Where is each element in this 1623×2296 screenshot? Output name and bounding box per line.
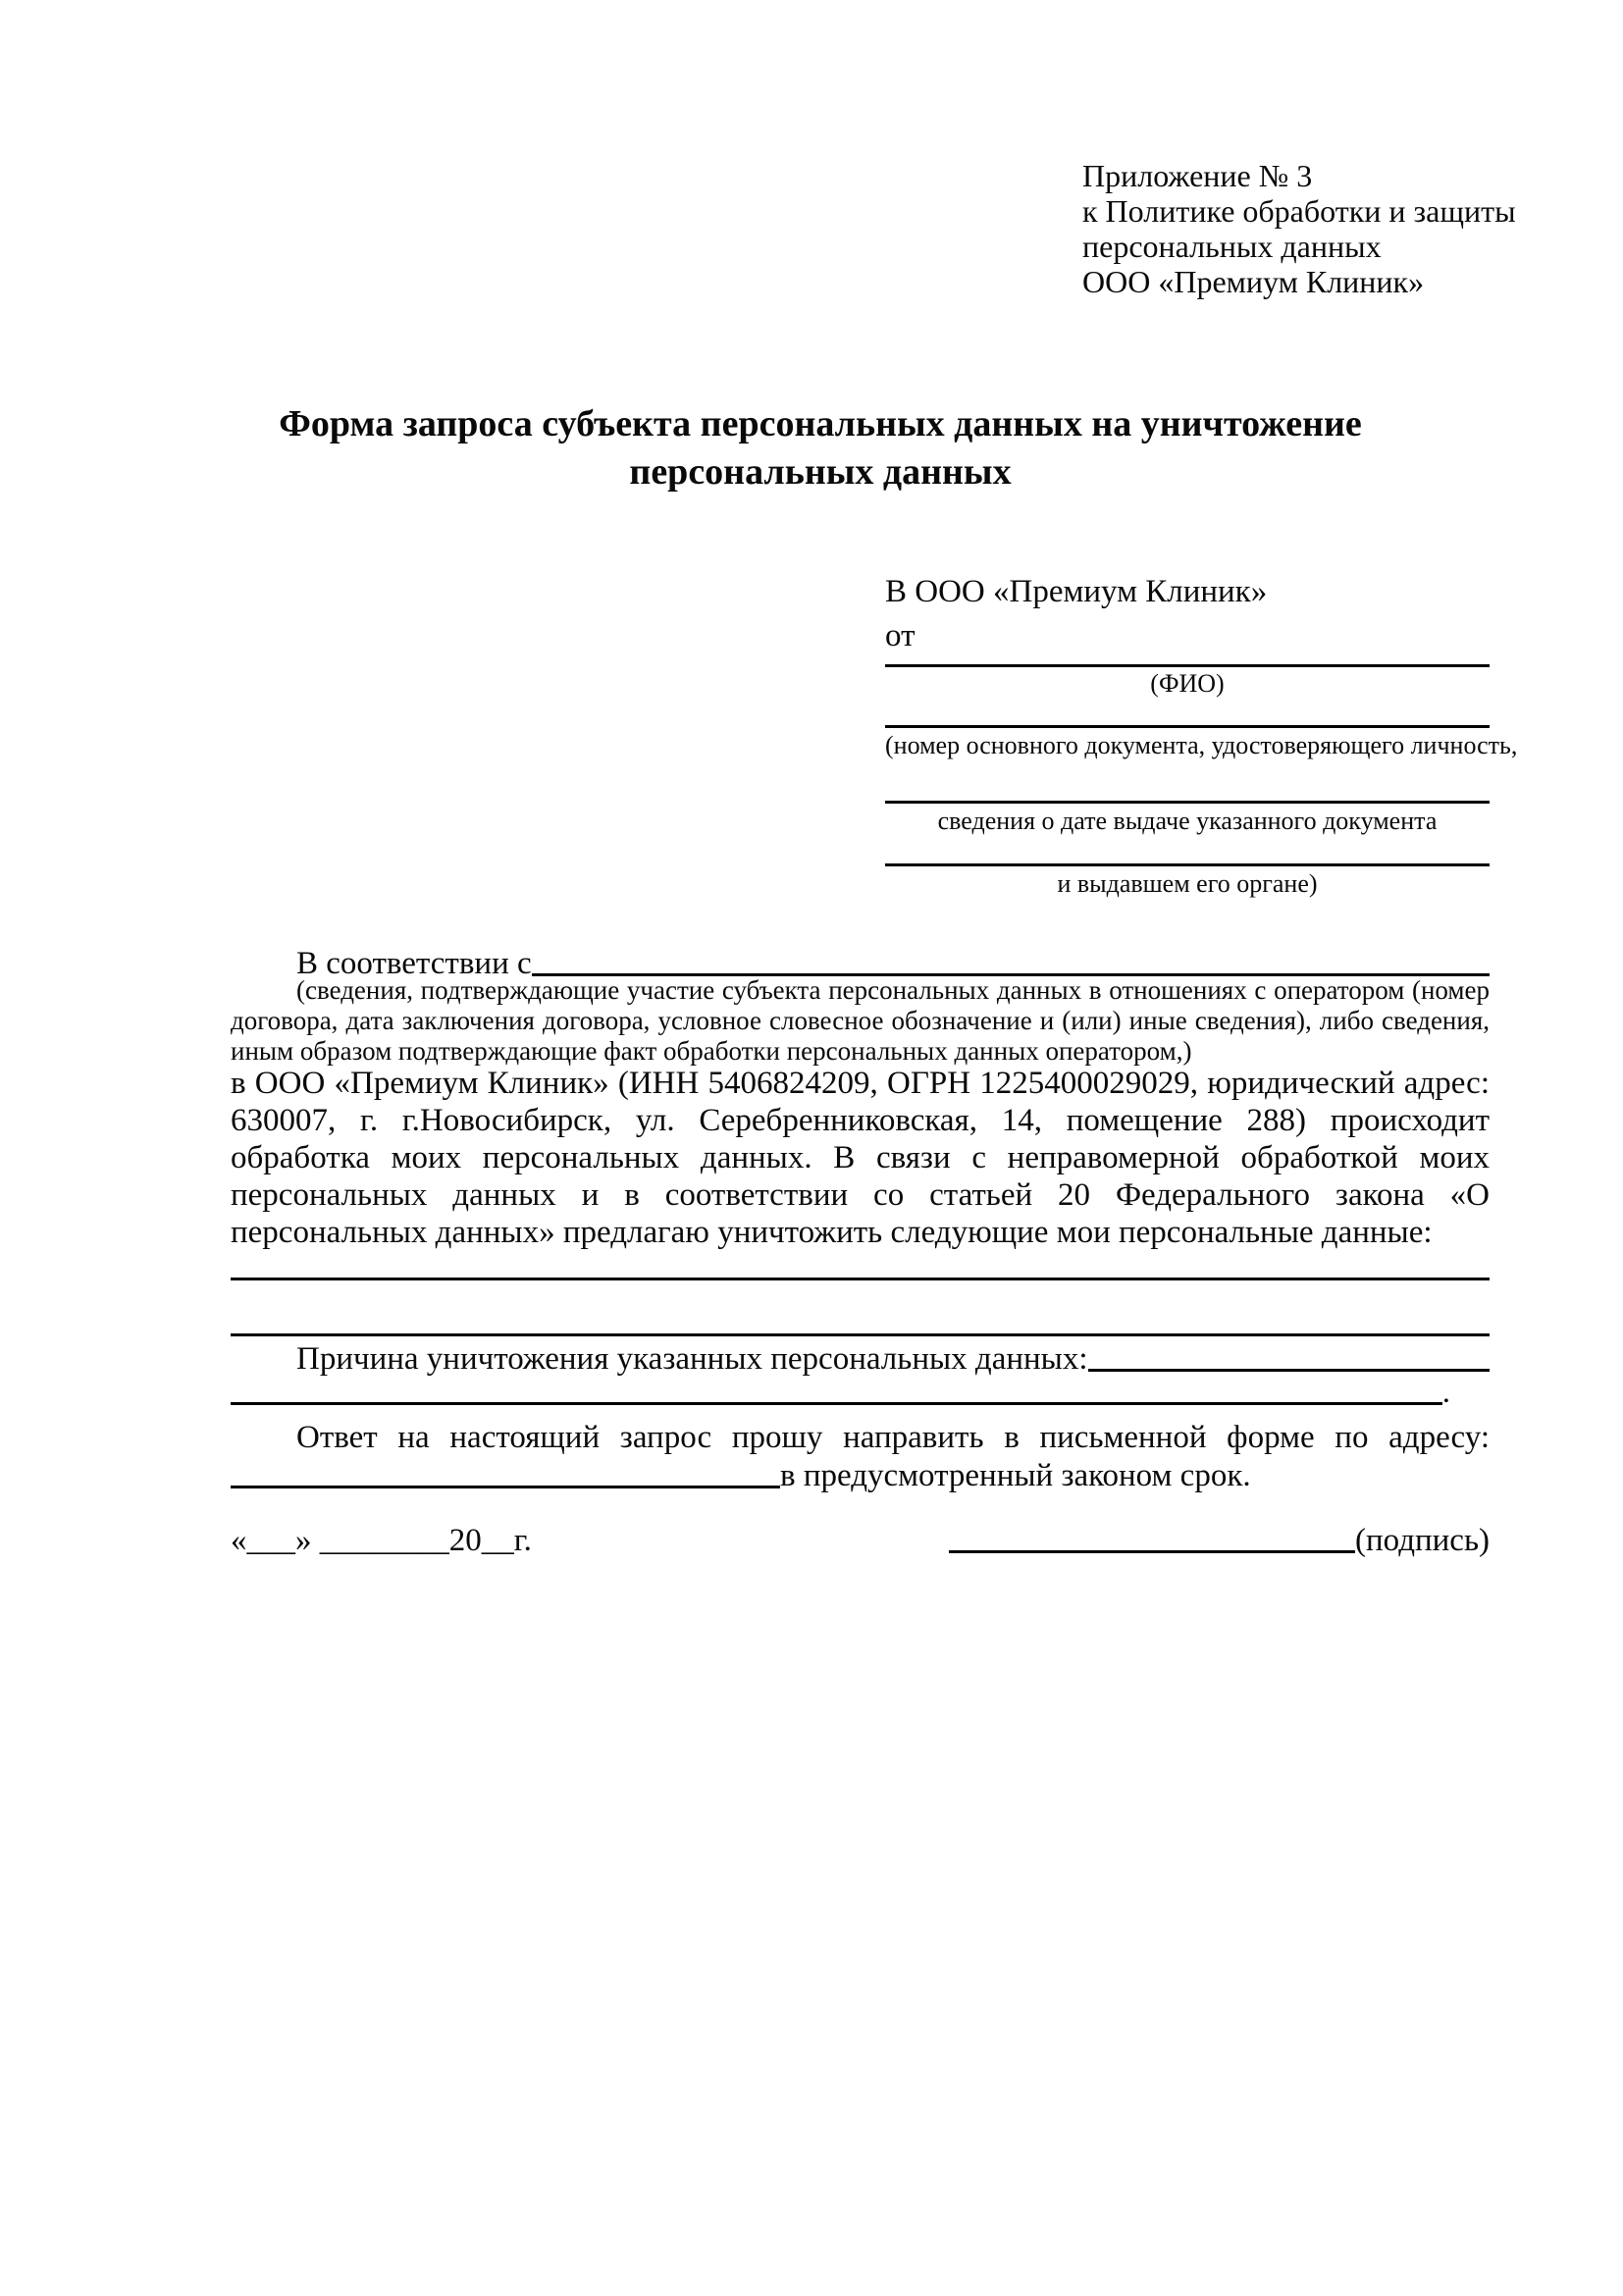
issuing-authority-field-line <box>885 863 1490 866</box>
response-paragraph: Ответ на настоящий запрос прошу направить в письменной форме по адресу: <box>296 1420 1490 1455</box>
document-title <box>151 400 1490 496</box>
header-note-line-3: персональных данных <box>1082 229 1382 264</box>
body-paragraph: в ООО «Премиум Клиник» (ИНН 5406824209, ОГРН 1225400029029, юридический адрес: 630007, г. г.Новосибирск, ул. Серебренниковская, 14, помещение 288) происходит обработка моих персональных данных. В связи с неправомерной обработкой моих персональных данных и в соответствии со статьей 20 Федерального закона «О персональных данных» предлагаю уничтожить следующие мои персональные данные: <box>231 1066 1490 1250</box>
reason-row <box>231 1340 1490 1378</box>
reason-continuation-row <box>231 1374 1450 1411</box>
address-blank-line <box>231 1486 780 1488</box>
issuing-authority-field-caption: и выдавшем его органе) <box>1057 869 1318 898</box>
header-note-line-1: Приложение № 3 <box>1082 158 1313 193</box>
fio-field-caption: (ФИО) <box>1150 669 1225 698</box>
personal-data-blank-line-1 <box>231 1278 1490 1280</box>
addressee-block <box>885 574 1518 913</box>
response-tail-text: в предусмотренный законом срок. <box>780 1458 1251 1493</box>
personal-data-blank-line-2 <box>231 1333 1490 1336</box>
issue-date-field-caption: сведения о дате выдаче указанного документа <box>937 807 1438 835</box>
header-note-line-4: ООО «Премиум Клиник» <box>1082 264 1425 299</box>
sentence-period: . <box>1441 1375 1450 1410</box>
reason-label: Причина уничтожения указанных персональных данных: <box>296 1341 1088 1377</box>
document-number-field-line <box>885 725 1490 728</box>
signature-blank-line <box>949 1550 1355 1553</box>
accordance-note: (сведения, подтверждающие участие субъекта персональных данных в отношениях с оператором (номер договора, дата заключения договора, условное словесное обозначение и (или) иные сведения), либо сведения, иным образом подтверждающие факт обработки персональных данных оператором,) <box>231 975 1490 1066</box>
document-title-line-1: Форма запроса субъекта персональных данных на уничтожение <box>279 403 1362 444</box>
issue-date-field-line <box>885 801 1490 804</box>
accordance-label: В соответствии с <box>296 946 532 981</box>
addressee-from-label: от <box>885 618 916 653</box>
fio-field-line <box>885 664 1490 667</box>
header-note-line-2: к Политике обработки и защиты <box>1082 193 1516 229</box>
date-signature-row <box>231 1522 1490 1559</box>
document-title-line-2: персональных данных <box>629 451 1012 493</box>
date-line: «___» ________20__г. <box>231 1523 532 1558</box>
reason-blank-line-2 <box>231 1402 1442 1405</box>
header-note <box>1082 158 1516 299</box>
document-number-field-caption: (номер основного документа, удостоверяющего личность, <box>885 731 1518 759</box>
response-address-row <box>231 1457 1490 1494</box>
signature-caption: (подпись) <box>1355 1523 1490 1558</box>
addressee-to: В ООО «Премиум Клиник» <box>885 574 1268 609</box>
signature-group <box>949 1522 1490 1559</box>
reason-blank-line <box>1088 1369 1490 1372</box>
